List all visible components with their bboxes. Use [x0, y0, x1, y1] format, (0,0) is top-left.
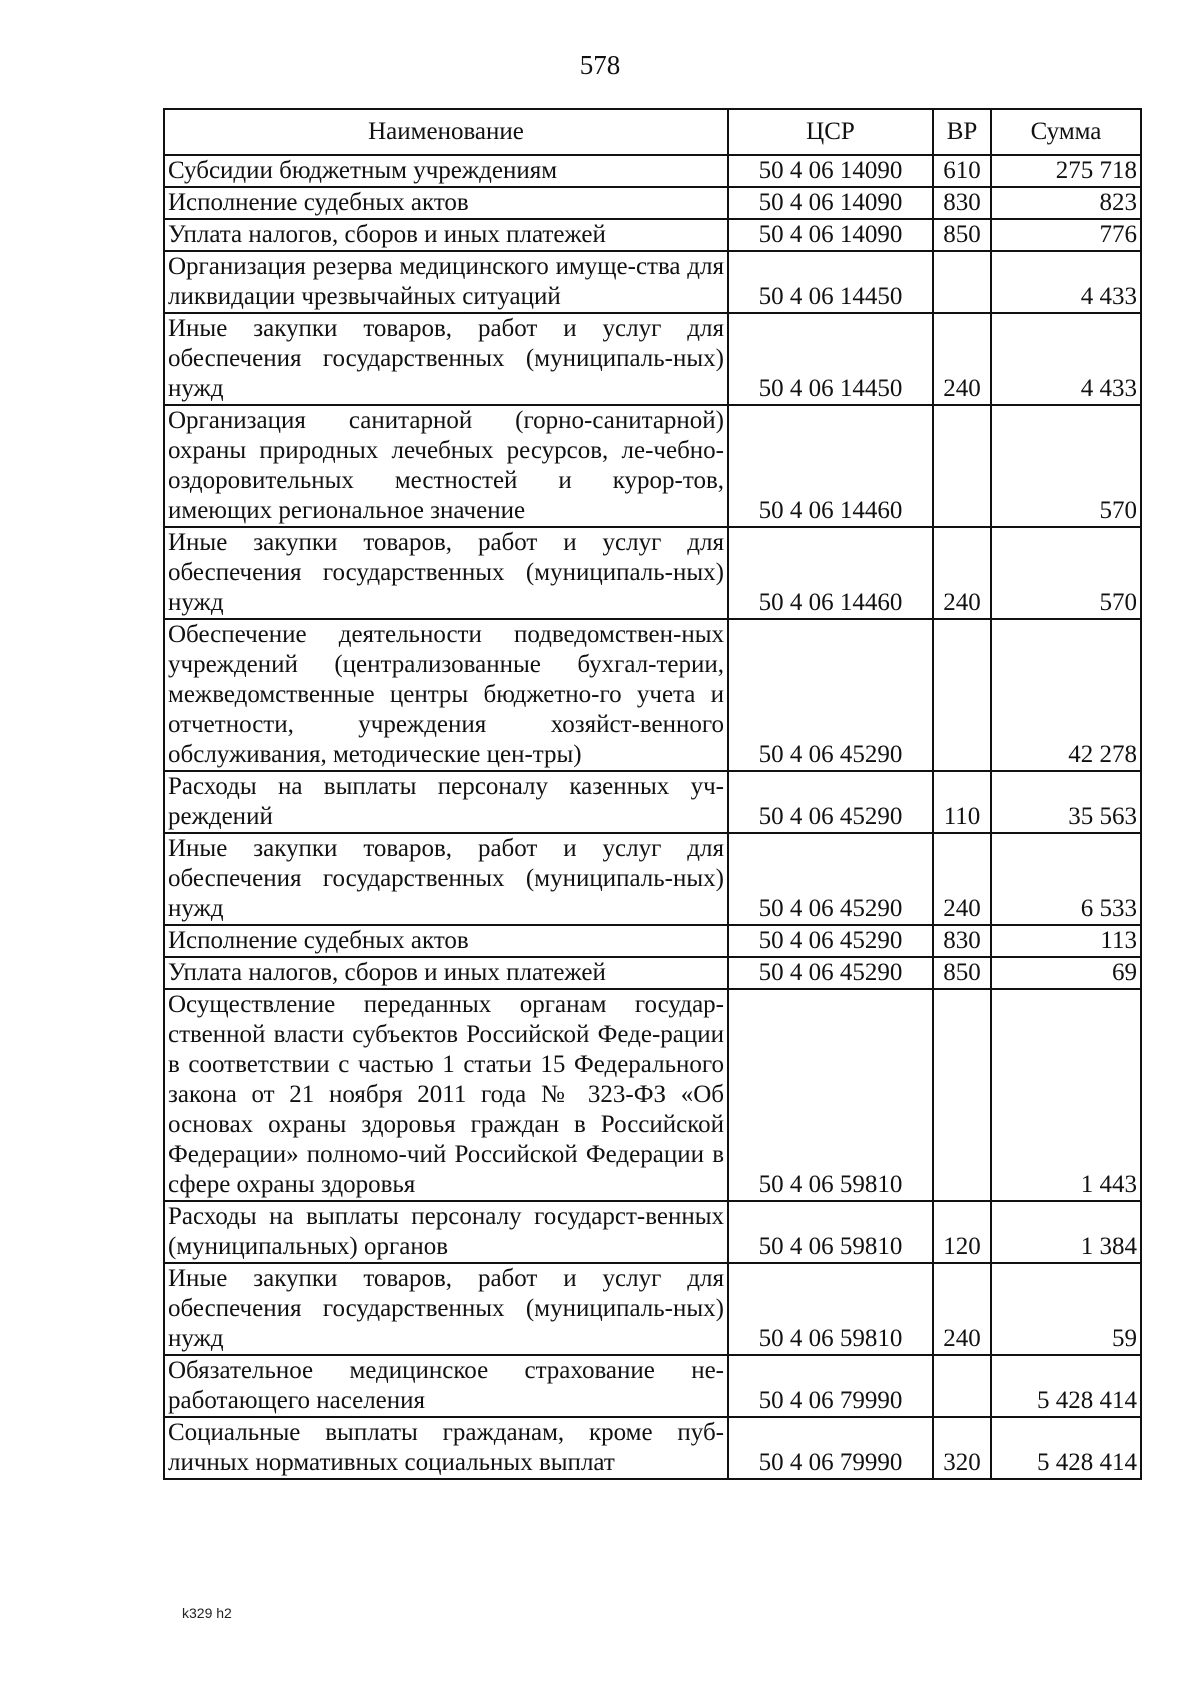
cell-name: Организация санитарной (горно-санитарной) охраны природных лечебных ресурсов, ле-чебно-оздоровительных местностей и курор-тов, имеющих региональное значение — [164, 405, 728, 527]
table-row — [164, 405, 1141, 527]
cell-name: Субсидии бюджетным учреждениям — [164, 155, 728, 187]
cell-name: Обеспечение деятельности подведомствен-ных учреждений (централизованные бухгал-терии, межведомственные центры бюджетно-го учета и отчетности, учреждения хозяйст-венного обслуживания, методические цен-тры) — [164, 619, 728, 771]
cell-csr: 50 4 06 45290 — [728, 925, 933, 957]
cell-sum: 35 563 — [991, 771, 1141, 833]
table-row — [164, 925, 1141, 957]
cell-csr: 50 4 06 59810 — [728, 1263, 933, 1355]
cell-sum: 275 718 — [991, 155, 1141, 187]
cell-vr: 240 — [933, 1263, 991, 1355]
cell-name: Исполнение судебных актов — [164, 925, 728, 957]
cell-name: Иные закупки товаров, работ и услуг для обеспечения государственных (муниципаль-ных) нужд — [164, 527, 728, 619]
footer-code: k329 h2 — [182, 1605, 232, 1621]
header-vr: ВР — [933, 109, 991, 155]
table-row — [164, 989, 1141, 1201]
header-sum: Сумма — [991, 109, 1141, 155]
page-number: 578 — [579, 50, 621, 80]
header-csr: ЦСР — [728, 109, 933, 155]
table-row — [164, 155, 1141, 187]
table-row — [164, 313, 1141, 405]
cell-csr: 50 4 06 14090 — [728, 155, 933, 187]
cell-sum: 5 428 414 — [991, 1417, 1141, 1479]
cell-vr — [933, 405, 991, 527]
table-row — [164, 771, 1141, 833]
cell-name: Уплата налогов, сборов и иных платежей — [164, 219, 728, 251]
table-row — [164, 1201, 1141, 1263]
table-row — [164, 1417, 1141, 1479]
cell-name: Социальные выплаты гражданам, кроме пуб-личных нормативных социальных выплат — [164, 1417, 728, 1479]
cell-vr: 240 — [933, 833, 991, 925]
cell-vr: 830 — [933, 187, 991, 219]
table-row — [164, 1263, 1141, 1355]
cell-vr: 320 — [933, 1417, 991, 1479]
cell-sum: 69 — [991, 957, 1141, 989]
cell-csr: 50 4 06 59810 — [728, 989, 933, 1201]
cell-vr — [933, 619, 991, 771]
cell-sum: 6 533 — [991, 833, 1141, 925]
cell-sum: 776 — [991, 219, 1141, 251]
cell-vr: 110 — [933, 771, 991, 833]
cell-csr: 50 4 06 45290 — [728, 833, 933, 925]
cell-sum: 113 — [991, 925, 1141, 957]
cell-sum: 570 — [991, 405, 1141, 527]
cell-csr: 50 4 06 14090 — [728, 219, 933, 251]
cell-sum: 42 278 — [991, 619, 1141, 771]
cell-csr: 50 4 06 14450 — [728, 251, 933, 313]
cell-name: Обязательное медицинское страхование не-работающего населения — [164, 1355, 728, 1417]
cell-name: Осуществление переданных органам государ-ственной власти субъектов Российской Феде-рации в соответствии с частью 1 статьи 15 Федерального закона от 21 ноября 2011 года № 323-ФЗ «Об основах охраны здоровья граждан в Российской Федерации» полномо-чий Российской Федерации в сфере охраны здоровья — [164, 989, 728, 1201]
cell-vr: 240 — [933, 527, 991, 619]
table-row — [164, 833, 1141, 925]
cell-sum: 1 384 — [991, 1201, 1141, 1263]
cell-csr: 50 4 06 45290 — [728, 957, 933, 989]
cell-name: Иные закупки товаров, работ и услуг для обеспечения государственных (муниципаль-ных) нужд — [164, 313, 728, 405]
table-row — [164, 187, 1141, 219]
table-row — [164, 957, 1141, 989]
table-row — [164, 251, 1141, 313]
cell-name: Расходы на выплаты персоналу казенных уч-реждений — [164, 771, 728, 833]
cell-name: Организация резерва медицинского имуще-ства для ликвидации чрезвычайных ситуаций — [164, 251, 728, 313]
cell-csr: 50 4 06 14450 — [728, 313, 933, 405]
cell-csr: 50 4 06 45290 — [728, 771, 933, 833]
cell-csr: 50 4 06 79990 — [728, 1417, 933, 1479]
cell-vr: 120 — [933, 1201, 991, 1263]
cell-csr: 50 4 06 14090 — [728, 187, 933, 219]
cell-csr: 50 4 06 14460 — [728, 405, 933, 527]
cell-vr: 240 — [933, 313, 991, 405]
cell-name: Расходы на выплаты персоналу государст-венных (муниципальных) органов — [164, 1201, 728, 1263]
header-name: Наименование — [164, 109, 728, 155]
table-body — [164, 155, 1141, 1479]
cell-csr: 50 4 06 59810 — [728, 1201, 933, 1263]
table-row — [164, 219, 1141, 251]
cell-vr: 830 — [933, 925, 991, 957]
cell-sum: 823 — [991, 187, 1141, 219]
cell-csr: 50 4 06 79990 — [728, 1355, 933, 1417]
cell-vr — [933, 251, 991, 313]
cell-vr: 850 — [933, 219, 991, 251]
table-header-row — [164, 109, 1141, 155]
cell-vr — [933, 1355, 991, 1417]
cell-name: Иные закупки товаров, работ и услуг для обеспечения государственных (муниципаль-ных) нужд — [164, 1263, 728, 1355]
cell-name: Уплата налогов, сборов и иных платежей — [164, 957, 728, 989]
cell-sum: 570 — [991, 527, 1141, 619]
cell-sum: 4 433 — [991, 313, 1141, 405]
cell-vr: 850 — [933, 957, 991, 989]
cell-vr — [933, 989, 991, 1201]
cell-csr: 50 4 06 14460 — [728, 527, 933, 619]
table-row — [164, 1355, 1141, 1417]
cell-sum: 59 — [991, 1263, 1141, 1355]
cell-csr: 50 4 06 45290 — [728, 619, 933, 771]
table-row — [164, 619, 1141, 771]
cell-sum: 4 433 — [991, 251, 1141, 313]
table-row — [164, 527, 1141, 619]
cell-sum: 5 428 414 — [991, 1355, 1141, 1417]
cell-name: Исполнение судебных актов — [164, 187, 728, 219]
cell-sum: 1 443 — [991, 989, 1141, 1201]
cell-name: Иные закупки товаров, работ и услуг для обеспечения государственных (муниципаль-ных) нужд — [164, 833, 728, 925]
budget-table — [163, 108, 1142, 1480]
cell-vr: 610 — [933, 155, 991, 187]
